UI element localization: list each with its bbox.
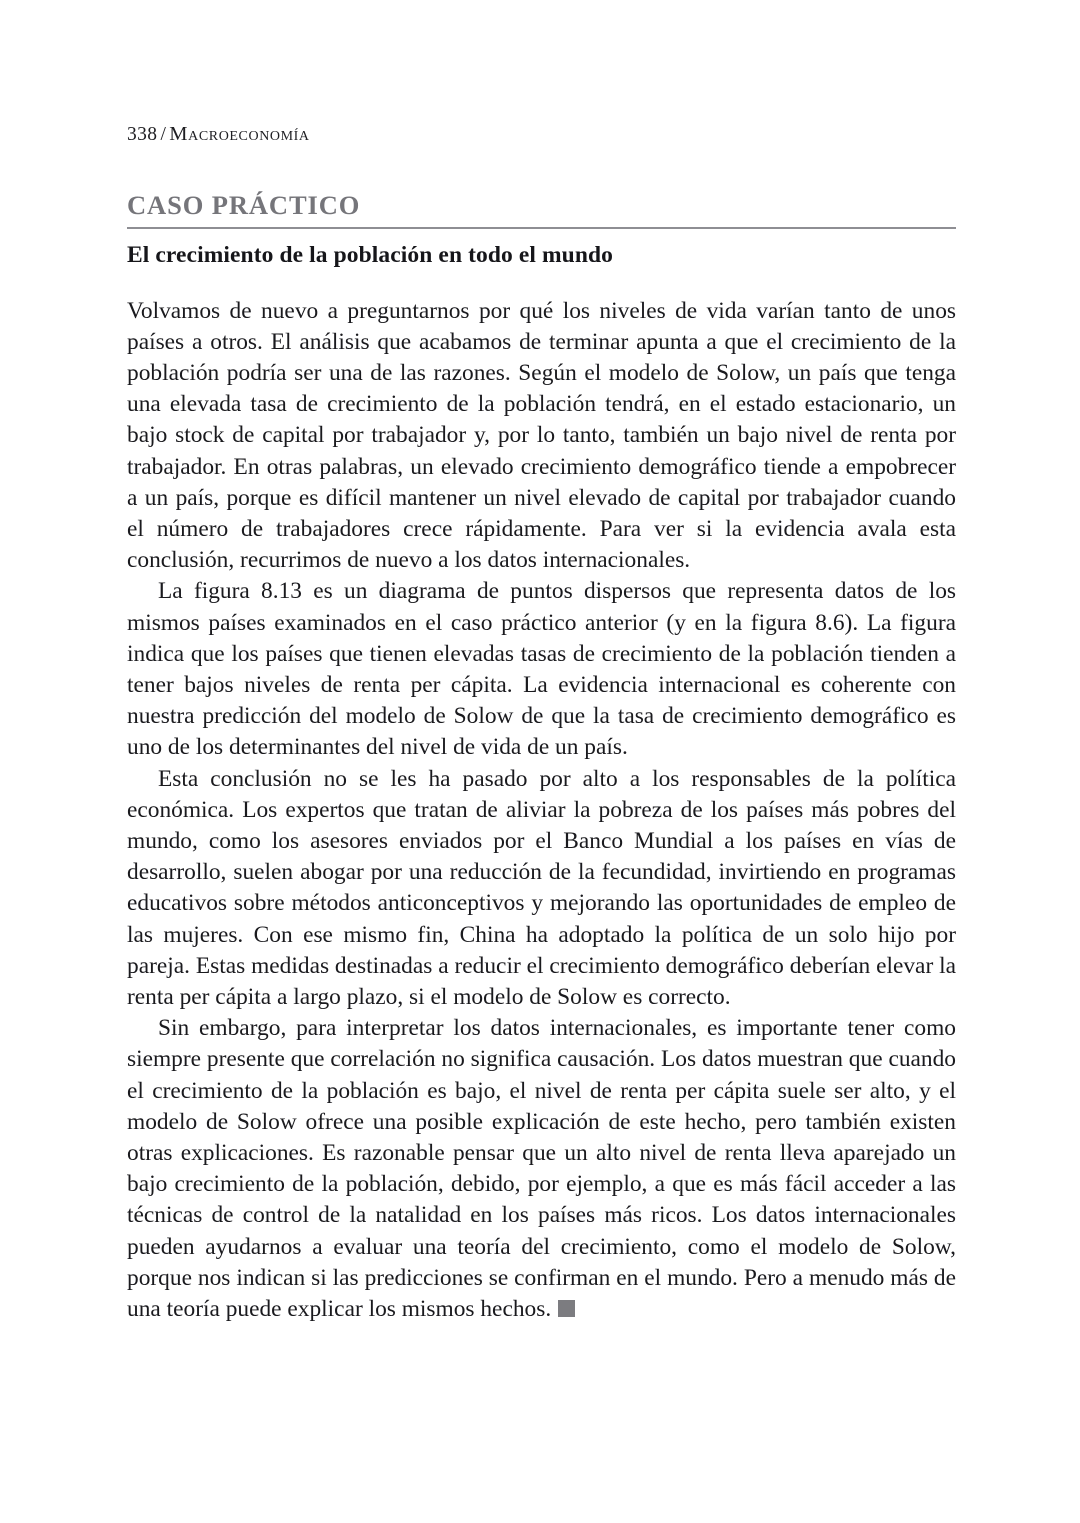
- paragraph: Esta conclusión no se les ha pasado por alto a los responsables de la política económica. Los expertos que tratan de aliviar la pobreza de los países más pobres del mundo, como los asesores enviados por el Banco Mundial a los países en vías de desarrollo, suelen abogar por una reducción de la fecundidad, invirtiendo en programas educativos sobre métodos anticonceptivos y mejorando las oportunidades de empleo de las mujeres. Con ese mismo fin, China ha adoptado la política de un solo hijo por pareja. Estas medidas destinadas a reducir el crecimiento demográfico deberían elevar la renta per cápita a largo plazo, si el modelo de Solow es correcto.: [127, 765, 956, 1010]
- case-study-subtitle: El crecimiento de la población en todo el mundo: [127, 242, 614, 269]
- book-title: Macroeconomía: [169, 123, 310, 145]
- page-number: 338: [127, 124, 158, 145]
- paragraph: Volvamos de nuevo a preguntarnos por qué los niveles de vida varían tanto de unos países a otros. El análisis que acabamos de terminar apunta a que el crecimiento de la población podría ser una de las razones. Según el modelo de Solow, un país que tenga una elevada tasa de crecimiento de la población tendrá, en el estado estacionario, un bajo stock de capital por trabajador y, por lo tanto, también un bajo nivel de renta por trabajador. En otras palabras, un elevado crecimiento demográfico tiende a empobrecer a un país, porque es difícil mantener un nivel elevado de capital por trabajador cuando el número de trabajadores crece rápidamente. Para ver si la evidencia avala esta conclusión, recurrimos de nuevo a los datos internacionales.: [127, 297, 956, 574]
- paragraph-text: Sin embargo, para interpretar los datos internacionales, es importante tener como siempre presente que correlación no significa causación. Los datos muestran que cuando el crecimiento de la población es bajo, el nivel de renta per cápita suele ser alto, y el modelo de Solow ofrece una posible explicación de este hecho, pero también existen otras explicaciones. Es razonable pensar que un alto nivel de renta lleva aparejado un bajo crecimiento de la población, debido, por ejemplo, a que es más fácil acceder a las técnicas de control de la natalidad en los países más ricos. Los datos internacionales pueden ayudarnos a evaluar una teoría del crecimiento, como el modelo de Solow, porque nos indican si las predicciones se confirman en el mundo. Pero a menudo más de una teoría puede explicar los mismos hechos.: [127, 1015, 956, 1322]
- running-head: [127, 124, 956, 145]
- paragraph: La figura 8.13 es un diagrama de puntos dispersos que representa datos de los mismos países examinados en el caso práctico anterior (y en la figura 8.6). La figura indica que los países que tienen elevadas tasas de crecimiento de la población tienden a tener bajos niveles de renta per cápita. La evidencia internacional es coherente con nuestra predicción del modelo de Solow de que la tasa de crecimiento demográfico es uno de los determinantes del nivel de vida de un país.: [127, 578, 956, 761]
- heading-divider: [127, 227, 956, 229]
- text-column: [127, 0, 956, 1325]
- paragraph-final: [127, 1013, 956, 1325]
- body-copy: [127, 296, 956, 1326]
- running-head-separator: /: [160, 124, 167, 145]
- end-of-section-marker: [558, 1300, 575, 1317]
- case-study-label: CASO PRÁCTICO: [127, 189, 361, 220]
